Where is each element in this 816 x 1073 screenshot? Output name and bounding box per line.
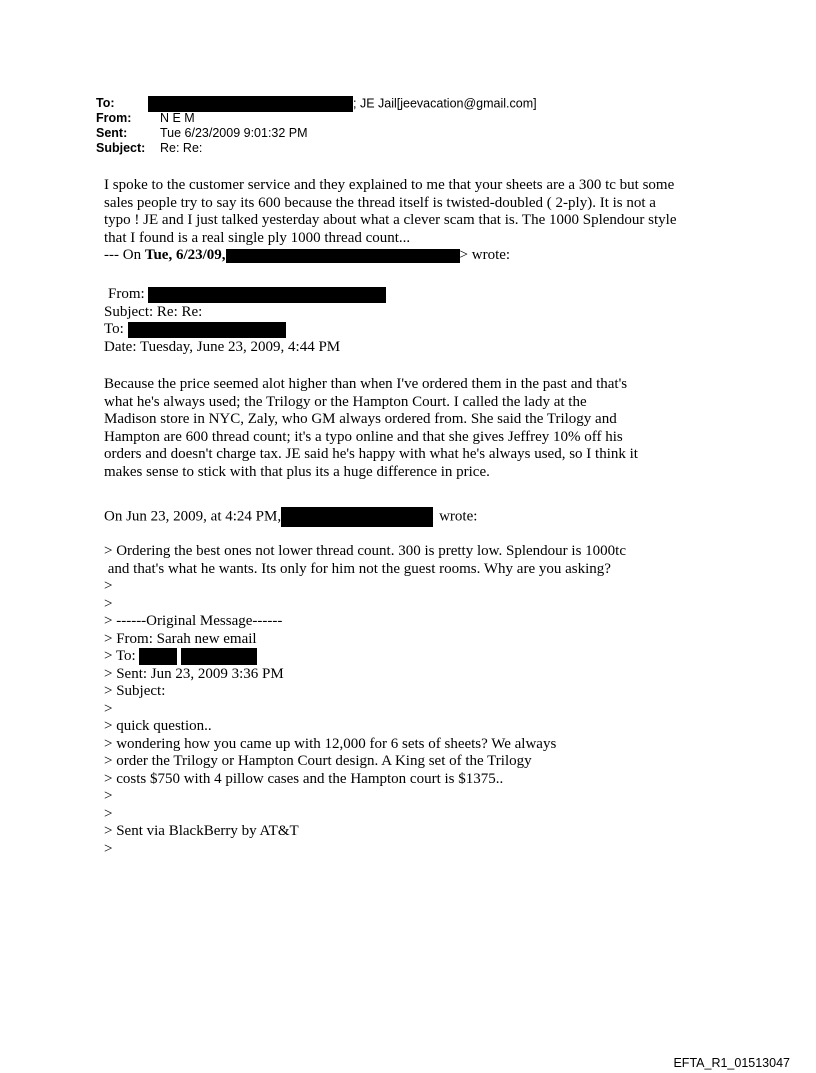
document-id: EFTA_R1_01513047 (673, 1056, 790, 1070)
quoted-line: > (104, 788, 113, 804)
quoted-line: > ------Original Message------ (104, 613, 283, 629)
quoted-thread (104, 543, 626, 858)
reply-body (104, 177, 677, 265)
quoted-from-label: From: (108, 286, 145, 302)
on-prefix: On Jun 23, 2009, at 4:24 PM, (104, 508, 282, 525)
quoted-line: > (104, 578, 113, 594)
redaction-block (148, 96, 353, 112)
quoted-line: > Sent: Jun 23, 2009 3:36 PM (104, 665, 284, 682)
redaction-block (128, 322, 286, 338)
quoted-to-prefix: > To: (104, 648, 136, 664)
subject-value: Re: Re: (160, 141, 203, 155)
quoted-line: > (104, 700, 113, 717)
message-body (104, 376, 638, 481)
to-label: To: (96, 96, 115, 110)
quoted-line: > quick question.. (104, 718, 212, 734)
message-line: Because the price seemed alot higher than when I've ordered them in the past and that's (104, 376, 628, 392)
message-line: makes sense to stick with that plus its a huge difference in price. (104, 463, 490, 480)
reply-line: that I found is a real single ply 1000 thread count... (104, 229, 411, 246)
quoted-line: > From: Sarah new email (104, 630, 257, 647)
to-value: ; JE Jail[jeevacation@gmail.com] (353, 96, 537, 111)
quoted-to-label: To: (104, 321, 124, 337)
quoted-line: and that's what he wants. Its only for him not the guest rooms. Why are you asking? (104, 560, 611, 577)
quoted-date-line: Date: Tuesday, June 23, 2009, 4:44 PM (104, 338, 341, 355)
quoted-line: > (104, 595, 113, 612)
sent-value: Tue 6/23/2009 9:01:32 PM (160, 126, 308, 140)
reply-line: typo ! JE and I just talked yesterday about what a clever scam that is. The 1000 Splendour style (104, 212, 677, 228)
subject-label: Subject: (96, 141, 146, 155)
quoted-subject-line: Subject: Re: Re: (104, 303, 203, 320)
quoted-line: > order the Trilogy or Hampton Court design. A King set of the Trilogy (104, 753, 532, 769)
redaction-block (148, 287, 386, 303)
quoted-line: > (104, 805, 113, 822)
quoted-line: > Ordering the best ones not lower thread count. 300 is pretty low. Splendour is 1000tc (104, 543, 626, 559)
message-line: orders and doesn't charge tax. JE said he's happy with what he's always used, so I think it (104, 446, 638, 462)
from-label: From: (96, 111, 132, 125)
message-line: Madison store in NYC, Zaly, who GM always ordered from. She said the Trilogy and (104, 411, 617, 427)
on-suffix: > wrote: (459, 247, 511, 263)
redaction-block (181, 648, 257, 665)
quoted-line: > (104, 840, 113, 857)
on-wrote-line-2 (104, 507, 477, 527)
on-prefix: --- On (104, 247, 145, 263)
quoted-line: > Sent via BlackBerry by AT&T (104, 823, 299, 839)
sent-label: Sent: (96, 126, 128, 140)
on-date: Tue, 6/23/09, (144, 247, 226, 263)
on-suffix: wrote: (439, 508, 478, 525)
redaction-block (139, 648, 177, 665)
redaction-block (226, 249, 460, 263)
quoted-line: > wondering how you came up with 12,000 for 6 sets of sheets? We always (104, 735, 557, 752)
on-wrote-line (104, 247, 677, 265)
message-line: Hampton are 600 thread count; it's a typo online and that she gives Jeffrey 10% off his (104, 428, 623, 445)
quoted-line: > Subject: (104, 683, 166, 699)
from-value: N E M (160, 111, 195, 125)
quoted-line: > costs $750 with 4 pillow cases and the Hampton court is $1375.. (104, 770, 504, 787)
redaction-block (281, 507, 433, 527)
quoted-header (104, 286, 386, 356)
message-line: what he's always used; the Trilogy or the Hampton Court. I called the lady at the (104, 393, 587, 410)
reply-line: sales people try to say its 600 because the thread itself is twisted-doubled ( 2-ply). It is not a (104, 194, 656, 211)
reply-line: I spoke to the customer service and they explained to me that your sheets are a 300 tc but some (104, 177, 675, 193)
